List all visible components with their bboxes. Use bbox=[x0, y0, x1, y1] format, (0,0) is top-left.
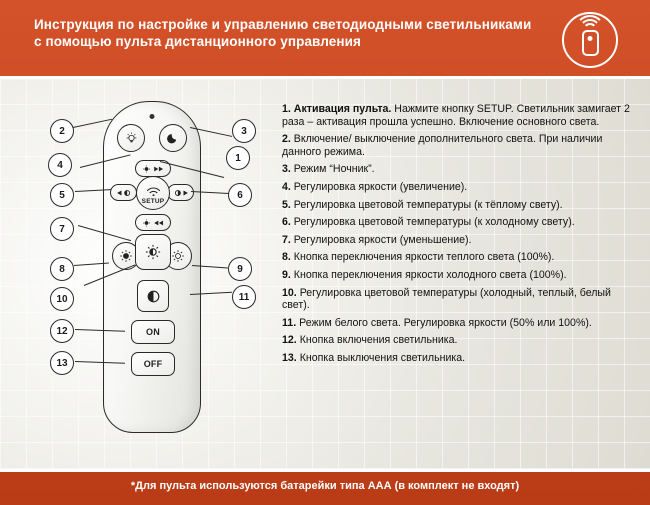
instruction-item-7 bbox=[282, 234, 630, 247]
ir-emitter-dot bbox=[150, 114, 155, 119]
instruction-item-4 bbox=[282, 181, 630, 194]
callout-3: 3 bbox=[232, 119, 256, 143]
half-moon-contrast-icon bbox=[145, 288, 162, 305]
instruction-text-7: Регулировка яркости (уменьшение). bbox=[293, 233, 472, 246]
instruction-num-12: 12. bbox=[282, 334, 297, 347]
warm-100-icon bbox=[119, 249, 133, 263]
warm-bulb-icon bbox=[125, 132, 138, 145]
button-warm-temp[interactable] bbox=[110, 184, 137, 201]
button-white-mode[interactable] bbox=[137, 280, 169, 312]
remote-body bbox=[103, 101, 201, 433]
remote-diagram bbox=[0, 79, 270, 469]
instruction-text-13: Кнопка выключения светильника. bbox=[299, 351, 466, 364]
instruction-num-10: 10. bbox=[282, 286, 297, 299]
button-power-on[interactable] bbox=[131, 320, 175, 344]
instruction-num-6: 6. bbox=[282, 216, 291, 229]
instruction-item-2 bbox=[282, 133, 630, 158]
callout-11: 11 bbox=[232, 285, 256, 309]
instruction-text-11: Режим белого света. Регулировка яркости (50% или 100%). bbox=[299, 316, 592, 329]
cold-100-icon bbox=[171, 249, 185, 263]
callout-13: 13 bbox=[50, 351, 74, 375]
instruction-text-12: Кнопка включения светильника. bbox=[299, 334, 458, 347]
callout-9: 9 bbox=[228, 257, 252, 281]
instruction-text-4: Регулировка яркости (увеличение). bbox=[293, 180, 468, 193]
instruction-num-8: 8. bbox=[282, 251, 291, 264]
instruction-text-6: Регулировка цветовой температуры (к холодному свету). bbox=[293, 216, 575, 229]
instruction-item-8 bbox=[282, 251, 630, 264]
instruction-item-3 bbox=[282, 163, 630, 176]
wifi-setup-icon bbox=[146, 187, 161, 196]
button-color-temp[interactable] bbox=[135, 234, 171, 270]
callout-12: 12 bbox=[50, 319, 74, 343]
page-title: Инструкция по настройке и управлению светодиодными светильниками с помощью пульта дистанционного управления bbox=[34, 17, 532, 49]
callout-4: 4 bbox=[48, 153, 72, 177]
callout-10: 10 bbox=[50, 287, 74, 311]
color-temp-icon bbox=[144, 243, 162, 261]
callout-5: 5 bbox=[50, 183, 74, 207]
instruction-item-6 bbox=[282, 216, 630, 229]
footer bbox=[0, 466, 650, 505]
callout-7: 7 bbox=[50, 217, 74, 241]
moon-icon bbox=[167, 132, 180, 145]
callout-8: 8 bbox=[50, 257, 74, 281]
content-panel bbox=[0, 76, 650, 472]
callout-2: 2 bbox=[50, 119, 74, 143]
remote-signal-icon bbox=[562, 12, 618, 68]
instruction-text-9: Кнопка переключения яркости холодного света (100%). bbox=[293, 268, 567, 281]
cold-temp-icon bbox=[171, 188, 191, 198]
instruction-text-2: Включение/ выключение дополнительного света. При наличии данного режима. bbox=[282, 133, 603, 158]
header bbox=[0, 0, 650, 76]
brightness-up-icon bbox=[140, 164, 166, 174]
instruction-num-2: 2. bbox=[282, 133, 291, 146]
off-label: OFF bbox=[143, 359, 163, 369]
instruction-text-1: Нажмите кнопку SETUP. Светильник замигает 2 раза – активация прошла успешно. Включение основного света. bbox=[282, 103, 630, 128]
instruction-num-7: 7. bbox=[282, 233, 291, 246]
button-power-off[interactable] bbox=[131, 352, 175, 376]
instructions-list bbox=[282, 103, 630, 453]
instruction-num-4: 4. bbox=[282, 180, 291, 193]
instruction-num-11: 11. bbox=[282, 316, 297, 329]
instruction-num-5: 5. bbox=[282, 198, 291, 211]
brightness-down-icon bbox=[140, 218, 166, 228]
instruction-item-1 bbox=[282, 103, 630, 128]
button-night-mode[interactable] bbox=[159, 124, 187, 152]
instruction-item-11 bbox=[282, 317, 630, 330]
button-cold-temp[interactable] bbox=[167, 184, 194, 201]
instruction-text-8: Кнопка переключения яркости теплого света (100%). bbox=[293, 251, 555, 264]
warm-temp-icon bbox=[114, 188, 134, 198]
instruction-num-13: 13. bbox=[282, 351, 297, 364]
instruction-item-10 bbox=[282, 287, 630, 312]
instruction-text-3: Режим “Ночник”. bbox=[293, 163, 375, 176]
setup-label: SETUP bbox=[141, 198, 165, 205]
instruction-item-9 bbox=[282, 269, 630, 282]
instruction-num-9: 9. bbox=[282, 268, 291, 281]
button-setup[interactable] bbox=[136, 176, 170, 210]
instruction-num-1: 1. bbox=[282, 103, 291, 115]
callout-1: 1 bbox=[226, 146, 250, 170]
on-label: ON bbox=[146, 327, 160, 337]
button-warm-bulb[interactable] bbox=[117, 124, 145, 152]
instruction-item-5 bbox=[282, 199, 630, 212]
battery-note: *Для пульта используются батарейки типа ААА (в комплект не входят) bbox=[130, 479, 520, 492]
instruction-text-10: Регулировка цветовой температуры (холодный, теплый, белый свет). bbox=[282, 286, 611, 312]
button-brightness-down[interactable] bbox=[135, 214, 171, 231]
callout-6: 6 bbox=[228, 183, 252, 207]
instruction-item-12 bbox=[282, 334, 630, 347]
instruction-text-5: Регулировка цветовой температуры (к тёплому свету). bbox=[293, 198, 563, 211]
instruction-num-3: 3. bbox=[282, 163, 291, 176]
instruction-item-13 bbox=[282, 352, 630, 365]
instruction-bold-1: Активация пульта. bbox=[293, 103, 392, 115]
